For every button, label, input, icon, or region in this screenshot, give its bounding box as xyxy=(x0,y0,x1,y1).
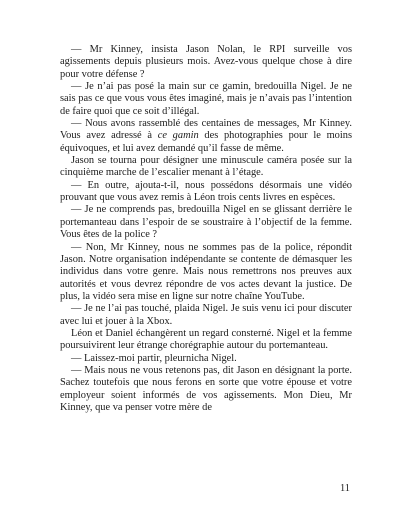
page-body-text xyxy=(60,44,352,414)
paragraph-10: — Laissez-moi partir, pleurnicha Nigel. xyxy=(71,352,237,364)
italic-emphasis: ce gamin xyxy=(157,130,199,142)
paragraph-2: — Je n’ai pas posé la main sur ce gamin, bredouilla Nigel. Je ne sais pas ce que vous vous êtes imaginé, mais je n’avais pas l’intention de faire quoi que ce soit d’illégal. xyxy=(60,81,352,117)
paragraph-1: — Mr Kinney, insista Jason Nolan, le RPI surveille vos agissements depuis plusieurs mois. Avez-vous quelque chose à dire pour votre défense ? xyxy=(60,44,352,80)
page-number: 11 xyxy=(340,483,351,494)
paragraph-7: — Non, Mr Kinney, nous ne sommes pas de la police, répondit Jason. Notre organisation indépendante se contente de démasquer les individus dans votre genre. Mais nous remettrons nos preuves aux autorités et vous devrez répondre de vos actes devant la justice. De plus, la vidéo sera mise en ligne sur notre chaîne YouTube. xyxy=(60,241,352,302)
paragraph-8: — Je ne l’ai pas touché, plaida Nigel. Je suis venu ici pour discuter avec lui et jouer à la Xbox. xyxy=(60,303,352,327)
paragraph-11: — Mais nous ne vous retenons pas, dit Jason en désignant la porte. Sachez toutefois que nous ferons en sorte que votre épouse et votre employeur soient informés de vos agissements. Mon Dieu, Mr Kinney, que va penser votre mère de xyxy=(60,364,352,413)
paragraph-4: Jason se tourna pour désigner une minuscule caméra posée sur la cinquième marche de l’escalier menant à l’étage. xyxy=(60,155,352,179)
paragraph-9: Léon et Daniel échangèrent un regard consterné. Nigel et la femme poursuivirent leur étrange chorégraphie autour du portemanteau. xyxy=(60,327,352,352)
paragraph-6: — Je ne comprends pas, bredouilla Nigel en se glissant derrière le portemanteau dans l’espoir de se soustraire à l’objectif de la femme. Vous êtes de la police ? xyxy=(60,204,352,241)
paragraph-3: — Nous avons rassemblé des centaines de messages, Mr Kinney. Vous avez adressé à ce gamin des photographies pour le moins équivoques, et lui avez demandé qu’il fasse de même. xyxy=(60,118,352,154)
paragraph-5: — En outre, ajouta-t-il, nous possédons désormais une vidéo prouvant que vous avez remis à Léon trois cents livres en espèces. xyxy=(60,179,352,204)
